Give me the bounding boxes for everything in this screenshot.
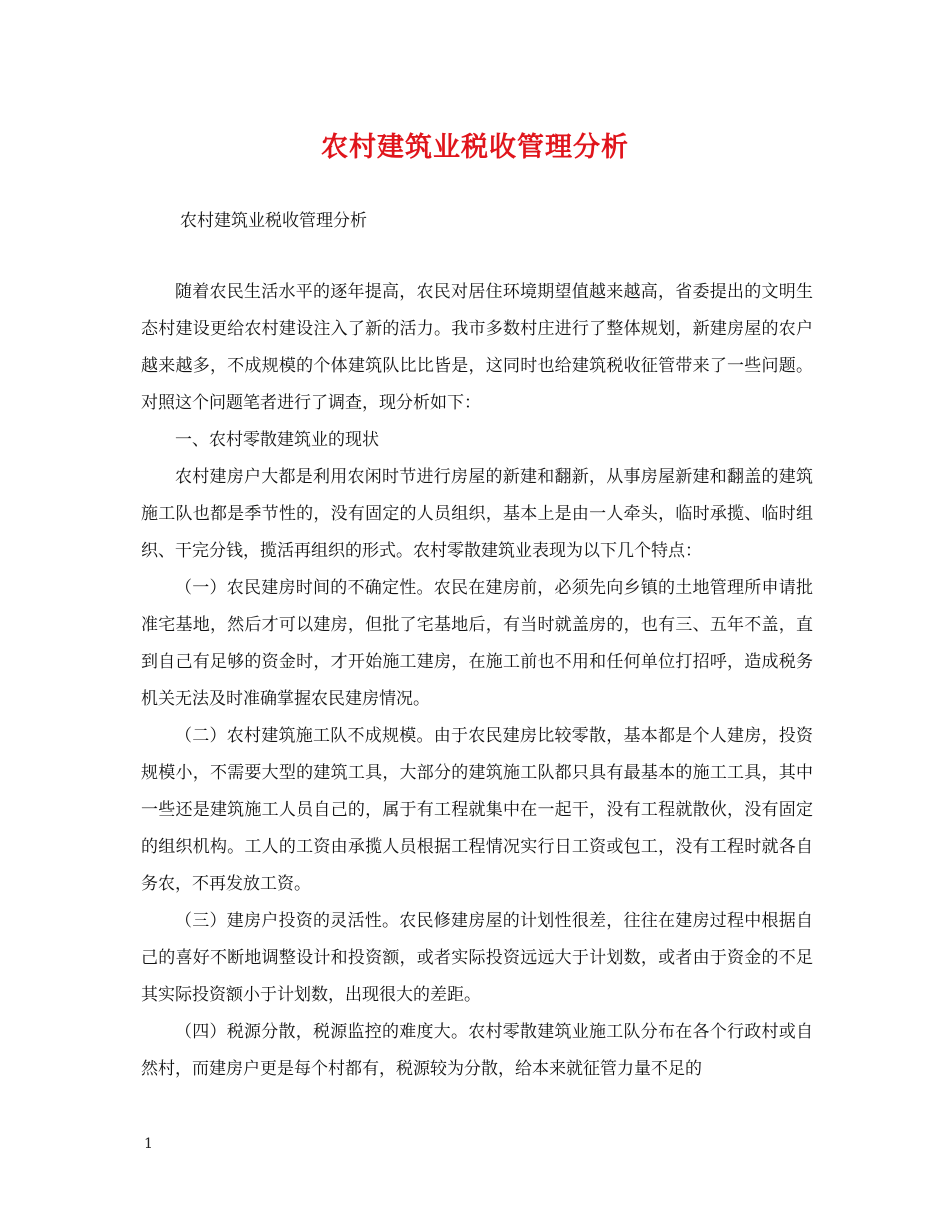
paragraph-point-1: （一）农民建房时间的不确定性。农民在建房前，必须先向乡镇的土地管理所申请批准宅基地，然后才可以建房，但批了宅基地后，有当时就盖房的，也有三、五年不盖，直到自己有足够的资金时，才开始施工建房，在施工前也不用和任何单位打招呼，造成税务机关无法及时准确掌握农民建房情况。 — [141, 578, 813, 709]
paragraph-point-4: （四）税源分散，税源监控的难度大。农村零散建筑业施工队分布在各个行政村或自然村，而建房户更是每个村都有，税源较为分散，给本来就征管力量不足的 — [141, 1022, 813, 1079]
paragraph-status: 农村建房户大都是利用农闲时节进行房屋的新建和翻新，从事房屋新建和翻盖的建筑施工队也都是季节性的，没有固定的人员组织，基本上是由一人牵头，临时承揽、临时组织、干完分钱，揽活再组织的形式。农村零散建筑业表现为以下几个特点： — [141, 467, 813, 561]
document-subtitle: 农村建筑业税收管理分析 — [180, 211, 367, 231]
section-heading-1: 一、农村零散建筑业的现状 — [175, 430, 379, 450]
paragraph-intro: 随着农民生活水平的逐年提高，农民对居住环境期望值越来越高，省委提出的文明生态村建设更给农村建设注入了新的活力。我市多数村庄进行了整体规划，新建房屋的农户越来越多，不成规模的个体建筑队比比皆是，这同时也给建筑税收征管带来了一些问题。对照这个问题笔者进行了调查，现分析如下： — [141, 282, 813, 413]
paragraph-point-3: （三）建房户投资的灵活性。农民修建房屋的计划性很差，往往在建房过程中根据自己的喜好不断地调整设计和投资额，或者实际投资远远大于计划数，或者由于资金的不足其实际投资额小于计划数，出现很大的差距。 — [141, 911, 813, 1005]
document-title: 农村建筑业税收管理分析 — [321, 132, 629, 163]
page-number: 1 — [144, 1136, 153, 1152]
document-body — [141, 274, 813, 1088]
paragraph-point-2: （二）农村建筑施工队不成规模。由于农民建房比较零散，基本都是个人建房，投资规模小，不需要大型的建筑工具，大部分的建筑施工队都只具有最基本的施工工具，其中一些还是建筑施工人员自己的，属于有工程就集中在一起干，没有工程就散伙，没有固定的组织机构。工人的工资由承揽人员根据工程情况实行日工资或包工，没有工程时就各自务农，不再发放工资。 — [141, 726, 813, 894]
